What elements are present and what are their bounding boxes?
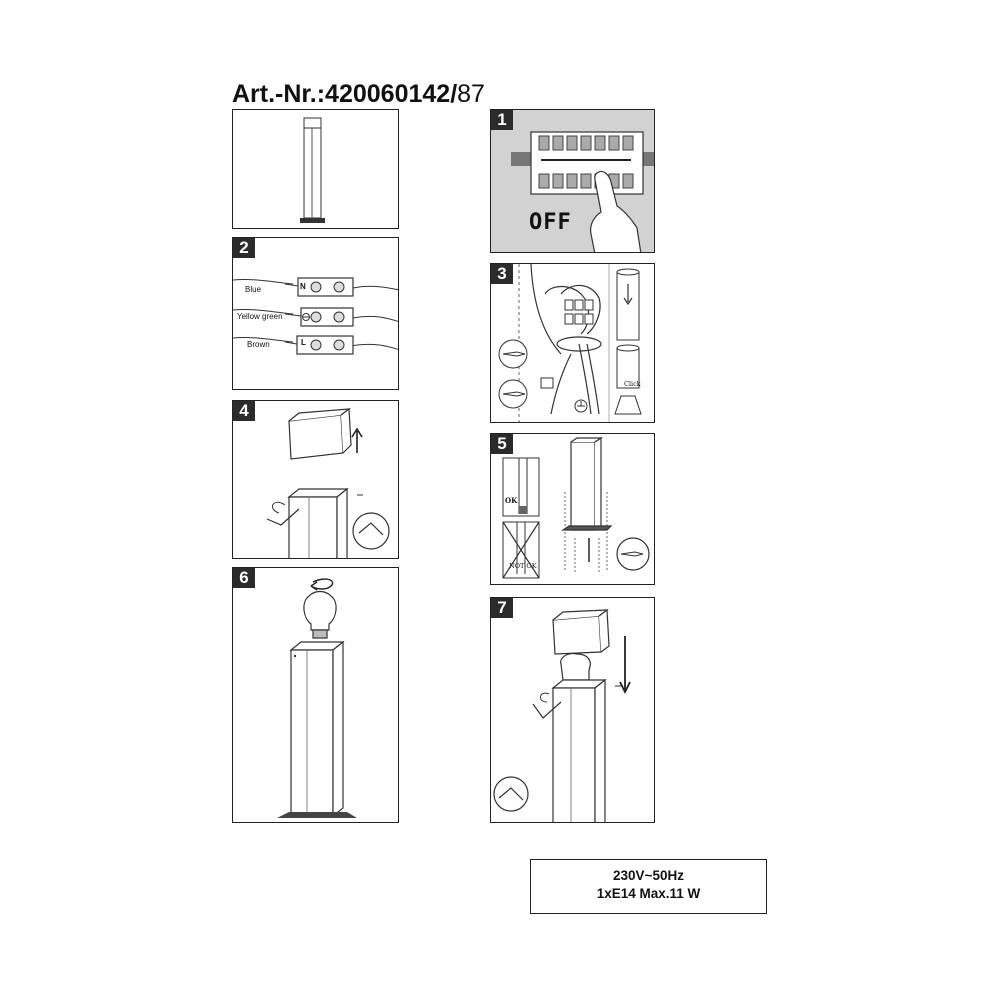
ok-label: OK — [505, 496, 518, 505]
article-number-prefix: Art.-Nr.:420060142/ — [232, 80, 458, 108]
step-7-number: 7 — [491, 598, 513, 618]
light-bollard-icon — [233, 110, 399, 229]
spec-lamp: 1xE14 Max.11 W — [596, 886, 701, 901]
light-bulb-icon — [561, 654, 591, 680]
wire-brown-label: Brown — [247, 340, 270, 349]
lamp-head-icon — [553, 610, 609, 654]
lamp-head-icon — [289, 409, 351, 459]
terminal-l-label: L — [301, 338, 306, 347]
step-7-panel — [490, 597, 655, 823]
step-4-number: 4 — [233, 401, 255, 421]
wire-yellow-green-label: Yellow green — [237, 312, 283, 321]
rotate-arrow-icon — [311, 579, 333, 590]
overview-panel — [232, 109, 399, 229]
step-5-number: 5 — [491, 434, 513, 454]
spec-voltage: 230V~50Hz — [613, 868, 684, 883]
click-label: Click — [624, 380, 641, 388]
earth-ground-icon — [575, 400, 587, 412]
step-3-number: 3 — [491, 264, 513, 284]
step-6-panel — [232, 567, 399, 823]
step-5-panel — [490, 433, 655, 585]
off-label: OFF — [529, 210, 572, 235]
down-arrow-icon — [620, 636, 630, 692]
screwdriver-icon — [499, 340, 527, 408]
terminal-n-label: N — [300, 282, 306, 291]
wire-blue-label: Blue — [245, 285, 262, 294]
hex-key-icon — [494, 702, 561, 811]
light-bulb-icon — [304, 592, 336, 639]
step-3-panel — [490, 263, 655, 423]
up-arrow-icon — [352, 429, 362, 453]
step-4-panel — [232, 400, 399, 559]
step-1-panel — [490, 109, 655, 253]
article-number-suffix: 87 — [457, 80, 485, 108]
light-bollard-icon — [563, 438, 611, 530]
circuit-breaker-icon — [491, 110, 655, 253]
article-number-title — [232, 78, 485, 110]
step-6-number: 6 — [233, 568, 255, 588]
spec-box — [530, 859, 767, 914]
not-ok-label: NOT OK — [509, 562, 537, 570]
step-2-panel — [232, 237, 399, 390]
step-2-number: 2 — [233, 238, 255, 258]
step-1-number: 1 — [491, 110, 513, 130]
